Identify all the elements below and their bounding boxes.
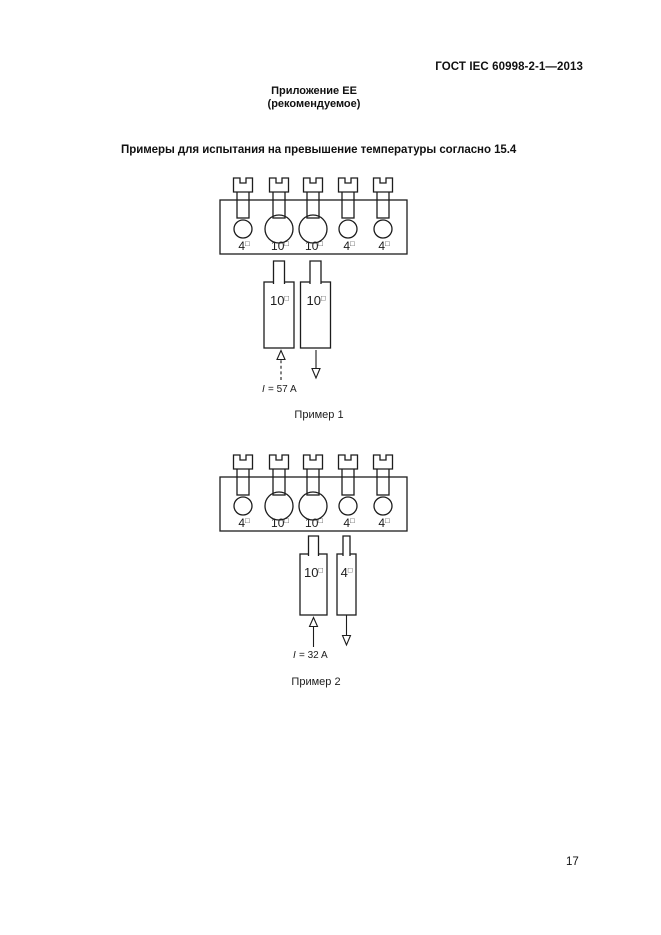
current-out-arrow	[343, 615, 351, 645]
conductor-1	[264, 261, 294, 348]
annex-title: Приложение ЕЕ	[271, 85, 357, 97]
conductor-2	[301, 261, 331, 348]
terminal-size-label-4: 4□	[343, 516, 355, 530]
section-heading: Примеры для испытания на превышение температуры согласно 15.4	[121, 144, 517, 156]
example-1-diagram	[200, 168, 440, 430]
conductor-size-label: 10□	[270, 293, 289, 308]
example-1-caption: Пример 1	[294, 409, 344, 421]
conductor-size-label: 4□	[340, 565, 353, 580]
annex-subtitle: (рекомендуемое)	[267, 97, 361, 110]
terminal-size-label-2: 10□	[271, 239, 289, 253]
conductor-body	[264, 282, 294, 348]
conductor-body	[301, 282, 331, 348]
example-2-diagram	[200, 445, 440, 697]
current-out-arrow	[312, 350, 320, 378]
conductor-tab	[343, 536, 350, 556]
current-symbol: I	[262, 384, 265, 395]
conductor-body	[337, 554, 356, 615]
conductor-1	[300, 536, 327, 615]
terminal-size-label-5: 4□	[378, 516, 390, 530]
current-symbol: I	[293, 650, 296, 661]
doc-number: ГОСТ IEC 60998-2-1—2013	[435, 61, 583, 73]
conductor-tab	[310, 261, 321, 284]
terminal-block-2	[220, 455, 407, 531]
terminal-block-1	[220, 178, 407, 254]
current-value: = 57 A	[268, 384, 297, 395]
terminal-size-label-2: 10□	[271, 516, 289, 530]
terminal-size-label-5: 4□	[378, 239, 390, 253]
current-value: = 32 A	[299, 650, 328, 661]
conductor-2	[337, 536, 356, 615]
page-number: 17	[566, 856, 579, 868]
terminal-size-label-3: 10□	[305, 516, 323, 530]
conductor-tab	[274, 261, 285, 284]
terminal-size-label-3: 10□	[305, 239, 323, 253]
terminal-size-label-4: 4□	[343, 239, 355, 253]
conductor-size-label: 10□	[304, 565, 323, 580]
annex-block	[0, 85, 628, 111]
example-2-caption: Пример 2	[291, 676, 341, 688]
terminal-size-label-1: 4□	[238, 239, 250, 253]
conductor-body	[300, 554, 327, 615]
conductor-tab	[309, 536, 319, 556]
current-in-arrow	[310, 618, 318, 648]
terminal-size-label-1: 4□	[238, 516, 250, 530]
current-in-arrow	[277, 351, 285, 381]
conductor-size-label: 10□	[306, 293, 326, 308]
